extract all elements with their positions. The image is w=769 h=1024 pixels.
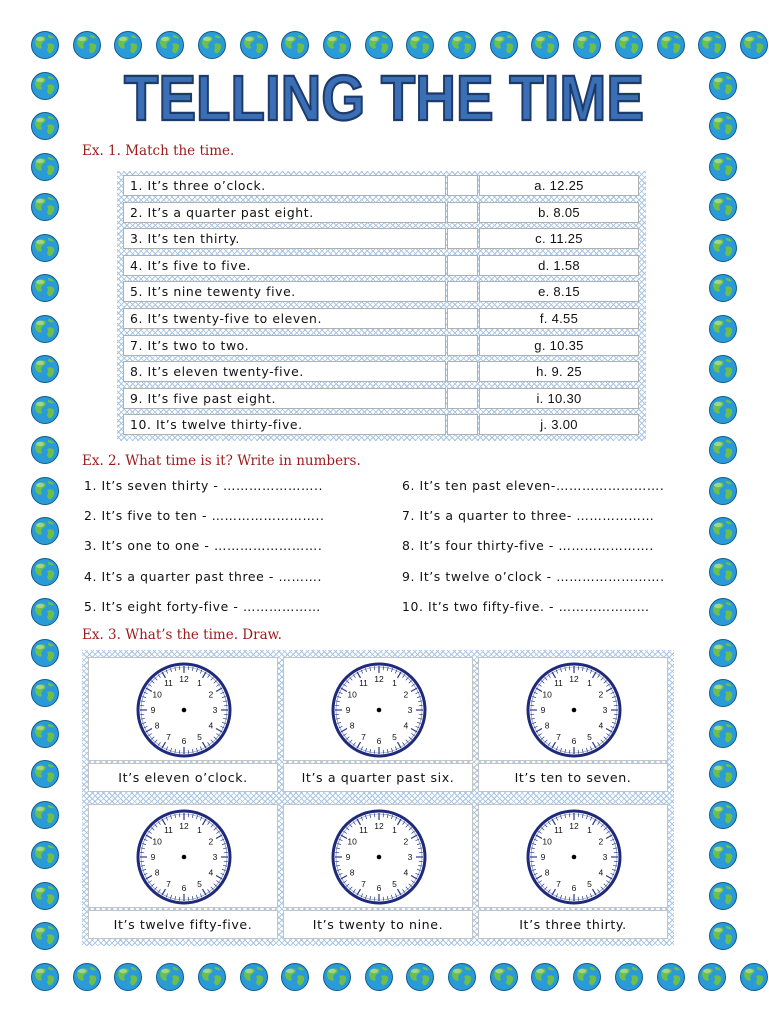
globe-icon xyxy=(697,30,727,60)
globe-icon xyxy=(708,759,738,789)
globe-icon xyxy=(489,962,519,992)
match-row xyxy=(117,228,646,249)
globe-icon xyxy=(72,30,102,60)
clock-number: 6 xyxy=(376,883,382,893)
match-row xyxy=(117,308,646,329)
clock-number: 9 xyxy=(150,852,156,862)
answer-box[interactable] xyxy=(447,255,478,276)
clock-number: 10 xyxy=(347,689,357,700)
globe-icon xyxy=(30,840,60,870)
clock-face[interactable] xyxy=(129,807,239,907)
exercise1-heading: Ex. 1. Match the time. xyxy=(82,143,235,159)
match-sentence: 8. It’s eleven twenty-five. xyxy=(123,361,446,382)
globe-icon xyxy=(614,30,644,60)
globe-icon xyxy=(405,962,435,992)
globe-icon xyxy=(739,962,769,992)
clock-number: 8 xyxy=(349,867,355,878)
clock-number: 7 xyxy=(361,878,366,889)
answer-box[interactable] xyxy=(447,175,478,196)
match-time: j. 3.00 xyxy=(479,414,639,435)
write-line[interactable]: 2. It’s five to ten - …………………….. xyxy=(84,508,325,524)
clock-number: 7 xyxy=(361,731,366,742)
match-row xyxy=(117,388,646,409)
globe-icon xyxy=(708,881,738,911)
clock-face[interactable] xyxy=(519,660,629,760)
clock-face[interactable] xyxy=(129,660,239,760)
globe-icon xyxy=(572,962,602,992)
globe-icon xyxy=(30,516,60,546)
clock-number: 11 xyxy=(359,678,368,689)
title-art xyxy=(114,58,654,138)
globe-icon xyxy=(489,30,519,60)
globe-icon xyxy=(197,962,227,992)
clock-number: 7 xyxy=(166,878,171,889)
clock-number: 4 xyxy=(598,720,604,731)
clock-number: 4 xyxy=(403,867,409,878)
write-line[interactable]: 1. It’s seven thirty - ………………….. xyxy=(84,478,324,493)
clock-number: 11 xyxy=(164,678,173,689)
clock-number: 4 xyxy=(208,867,214,878)
answer-box[interactable] xyxy=(447,202,478,223)
globe-icon xyxy=(239,30,269,60)
clock-cell xyxy=(478,657,668,761)
clock-number: 12 xyxy=(374,821,384,831)
match-sentence: 3. It’s ten thirty. xyxy=(123,228,446,249)
globe-icon xyxy=(30,233,60,263)
clock-number: 5 xyxy=(197,731,202,742)
match-row xyxy=(117,255,646,276)
clock-number: 12 xyxy=(569,674,579,684)
globe-icon xyxy=(30,962,60,992)
globe-icon xyxy=(708,273,738,303)
clock-caption: It’s twenty to nine. xyxy=(283,910,473,939)
clock-face[interactable] xyxy=(324,660,434,760)
match-row xyxy=(117,281,646,302)
globe-icon xyxy=(614,962,644,992)
write-line[interactable]: 7. It’s a quarter to three- ……………… xyxy=(402,508,655,524)
clock-number: 2 xyxy=(403,836,409,847)
answer-box[interactable] xyxy=(447,414,478,435)
clock-number: 1 xyxy=(587,678,592,689)
clock-number: 3 xyxy=(407,705,413,715)
write-line[interactable]: 9. It’s twelve o’clock - ……………………. xyxy=(402,568,665,584)
globe-icon xyxy=(239,962,269,992)
match-time: f. 4.55 xyxy=(479,308,639,329)
clock-number: 9 xyxy=(540,705,546,715)
clock-caption: It’s twelve fifty-five. xyxy=(88,910,278,939)
globe-icon xyxy=(155,962,185,992)
clock-number: 10 xyxy=(542,836,552,847)
globe-icon xyxy=(30,476,60,506)
clock-caption: It’s a quarter past six. xyxy=(283,763,473,792)
globe-icon xyxy=(739,30,769,60)
match-row xyxy=(117,335,646,356)
clock-number: 5 xyxy=(392,878,397,889)
globe-icon xyxy=(708,435,738,465)
clock-number: 4 xyxy=(598,867,604,878)
match-sentence: 5. It’s nine tewenty five. xyxy=(123,281,446,302)
clock-number: 10 xyxy=(152,836,162,847)
match-time: g. 10.35 xyxy=(479,335,639,356)
globe-icon xyxy=(30,800,60,830)
clock-number: 7 xyxy=(556,878,561,889)
clock-number: 3 xyxy=(212,705,218,715)
globe-icon xyxy=(30,638,60,668)
write-line[interactable]: 5. It’s eight forty-five - ……………… xyxy=(84,598,321,614)
globe-icon xyxy=(322,962,352,992)
globe-icon xyxy=(197,30,227,60)
clock-number: 4 xyxy=(208,720,214,731)
match-sentence: 7. It’s two to two. xyxy=(123,335,446,356)
clock-number: 1 xyxy=(392,678,397,689)
clock-number: 6 xyxy=(571,736,577,746)
answer-box[interactable] xyxy=(447,308,478,329)
globe-icon xyxy=(697,962,727,992)
clock-number: 6 xyxy=(571,883,577,893)
clock-number: 11 xyxy=(164,825,173,836)
clock-caption: It’s three thirty. xyxy=(478,910,668,939)
clock-cell xyxy=(88,657,278,761)
clock-number: 12 xyxy=(569,821,579,831)
globe-icon xyxy=(113,962,143,992)
exercise2-heading: Ex. 2. What time is it? Write in numbers. xyxy=(82,453,361,469)
write-line[interactable]: 8. It’s four thirty-five - …………………. xyxy=(402,538,654,554)
globe-icon xyxy=(30,152,60,182)
match-time: a. 12.25 xyxy=(479,175,639,196)
globe-icon xyxy=(656,30,686,60)
globe-icon xyxy=(30,759,60,789)
clock-number: 10 xyxy=(152,689,162,700)
globe-icon xyxy=(30,314,60,344)
globe-icon xyxy=(364,30,394,60)
clock-number: 9 xyxy=(540,852,546,862)
globe-icon xyxy=(708,516,738,546)
clock-caption: It’s eleven o’clock. xyxy=(88,763,278,792)
title-text: TELLING THE TIME xyxy=(124,62,644,134)
globe-icon xyxy=(30,557,60,587)
match-time: i. 10.30 xyxy=(479,388,639,409)
globe-icon xyxy=(530,962,560,992)
clock-number: 1 xyxy=(197,825,202,836)
clock-number: 7 xyxy=(166,731,171,742)
match-row xyxy=(117,175,646,196)
clock-number: 5 xyxy=(392,731,397,742)
clock-number: 7 xyxy=(556,731,561,742)
match-row xyxy=(117,361,646,382)
answer-box[interactable] xyxy=(447,361,478,382)
globe-icon xyxy=(708,395,738,425)
clock-number: 6 xyxy=(181,736,187,746)
match-sentence: 1. It’s three o’clock. xyxy=(123,175,446,196)
globe-icon xyxy=(72,962,102,992)
globe-icon xyxy=(708,597,738,627)
globe-icon xyxy=(708,314,738,344)
globe-icon xyxy=(447,962,477,992)
globe-icon xyxy=(30,597,60,627)
match-time: h. 9. 25 xyxy=(479,361,639,382)
write-line[interactable]: 4. It’s a quarter past three - ………. xyxy=(84,568,323,584)
clock-number: 2 xyxy=(208,836,214,847)
globe-icon xyxy=(30,30,60,60)
globe-icon xyxy=(322,30,352,60)
clock-number: 11 xyxy=(554,825,563,836)
match-time: e. 8.15 xyxy=(479,281,639,302)
globe-icon xyxy=(708,638,738,668)
write-line[interactable]: 10. It’s two fifty-five. - ………………… xyxy=(402,598,650,614)
clock-number: 9 xyxy=(345,852,351,862)
globe-icon xyxy=(405,30,435,60)
answer-box[interactable] xyxy=(447,281,478,302)
match-table xyxy=(117,171,646,441)
globe-icon xyxy=(708,678,738,708)
globe-icon xyxy=(280,962,310,992)
match-time: c. 11.25 xyxy=(479,228,639,249)
clock-number: 8 xyxy=(544,720,550,731)
clock-number: 3 xyxy=(212,852,218,862)
answer-box[interactable] xyxy=(447,388,478,409)
globe-icon xyxy=(30,921,60,951)
answer-box[interactable] xyxy=(447,228,478,249)
match-time: d. 1.58 xyxy=(479,255,639,276)
clock-cell xyxy=(283,804,473,908)
clock-number: 1 xyxy=(587,825,592,836)
clock-number: 6 xyxy=(181,883,187,893)
clock-number: 11 xyxy=(554,678,563,689)
write-line[interactable]: 3. It’s one to one - ……………………. xyxy=(84,538,323,554)
globe-icon xyxy=(30,881,60,911)
clock-number: 4 xyxy=(403,720,409,731)
globe-icon xyxy=(708,840,738,870)
clock-number: 9 xyxy=(345,705,351,715)
match-sentence: 4. It’s five to five. xyxy=(123,255,446,276)
clock-face[interactable] xyxy=(519,807,629,907)
clock-number: 3 xyxy=(602,705,608,715)
clock-number: 10 xyxy=(542,689,552,700)
globe-icon xyxy=(572,30,602,60)
clock-number: 2 xyxy=(598,689,604,700)
clock-number: 5 xyxy=(197,878,202,889)
globe-icon xyxy=(708,719,738,749)
globe-icon xyxy=(708,233,738,263)
match-sentence: 10. It’s twelve thirty-five. xyxy=(123,414,446,435)
globe-icon xyxy=(530,30,560,60)
clock-caption: It’s ten to seven. xyxy=(478,763,668,792)
globe-icon xyxy=(30,435,60,465)
clock-number: 11 xyxy=(359,825,368,836)
clock-number: 12 xyxy=(179,821,189,831)
clock-number: 8 xyxy=(544,867,550,878)
clock-number: 6 xyxy=(376,736,382,746)
clock-number: 10 xyxy=(347,836,357,847)
globe-icon xyxy=(30,678,60,708)
clock-number: 3 xyxy=(407,852,413,862)
clock-number: 2 xyxy=(598,836,604,847)
globe-icon xyxy=(30,354,60,384)
match-row xyxy=(117,414,646,435)
globe-icon xyxy=(708,354,738,384)
clock-face[interactable] xyxy=(324,807,434,907)
answer-box[interactable] xyxy=(447,335,478,356)
globe-icon xyxy=(30,395,60,425)
worksheet-title xyxy=(0,58,768,138)
match-row xyxy=(117,202,646,223)
match-time: b. 8.05 xyxy=(479,202,639,223)
clock-number: 12 xyxy=(374,674,384,684)
globe-icon xyxy=(447,30,477,60)
globe-icon xyxy=(364,962,394,992)
clock-number: 2 xyxy=(403,689,409,700)
clock-number: 3 xyxy=(602,852,608,862)
clock-cell xyxy=(283,657,473,761)
globe-icon xyxy=(708,557,738,587)
globe-icon xyxy=(113,30,143,60)
globe-icon xyxy=(30,719,60,749)
globe-icon xyxy=(280,30,310,60)
globe-icon xyxy=(708,192,738,222)
clock-number: 9 xyxy=(150,705,156,715)
clock-cell xyxy=(478,804,668,908)
draw-clocks-grid xyxy=(82,650,674,946)
match-sentence: 6. It’s twenty-five to eleven. xyxy=(123,308,446,329)
clock-number: 5 xyxy=(587,731,592,742)
clock-number: 12 xyxy=(179,674,189,684)
globe-icon xyxy=(708,800,738,830)
globe-icon xyxy=(708,476,738,506)
clock-cell xyxy=(88,804,278,908)
globe-icon xyxy=(708,921,738,951)
clock-number: 8 xyxy=(154,720,160,731)
exercise3-heading: Ex. 3. What’s the time. Draw. xyxy=(82,627,282,643)
clock-number: 8 xyxy=(349,720,355,731)
match-sentence: 2. It’s a quarter past eight. xyxy=(123,202,446,223)
clock-number: 1 xyxy=(392,825,397,836)
clock-number: 5 xyxy=(587,878,592,889)
globe-icon xyxy=(30,192,60,222)
globe-icon xyxy=(30,273,60,303)
match-sentence: 9. It’s five past eight. xyxy=(123,388,446,409)
globe-icon xyxy=(155,30,185,60)
globe-icon xyxy=(708,152,738,182)
clock-number: 2 xyxy=(208,689,214,700)
clock-number: 8 xyxy=(154,867,160,878)
clock-number: 1 xyxy=(197,678,202,689)
globe-icon xyxy=(656,962,686,992)
write-line[interactable]: 6. It’s ten past eleven-……………………. xyxy=(402,478,665,493)
